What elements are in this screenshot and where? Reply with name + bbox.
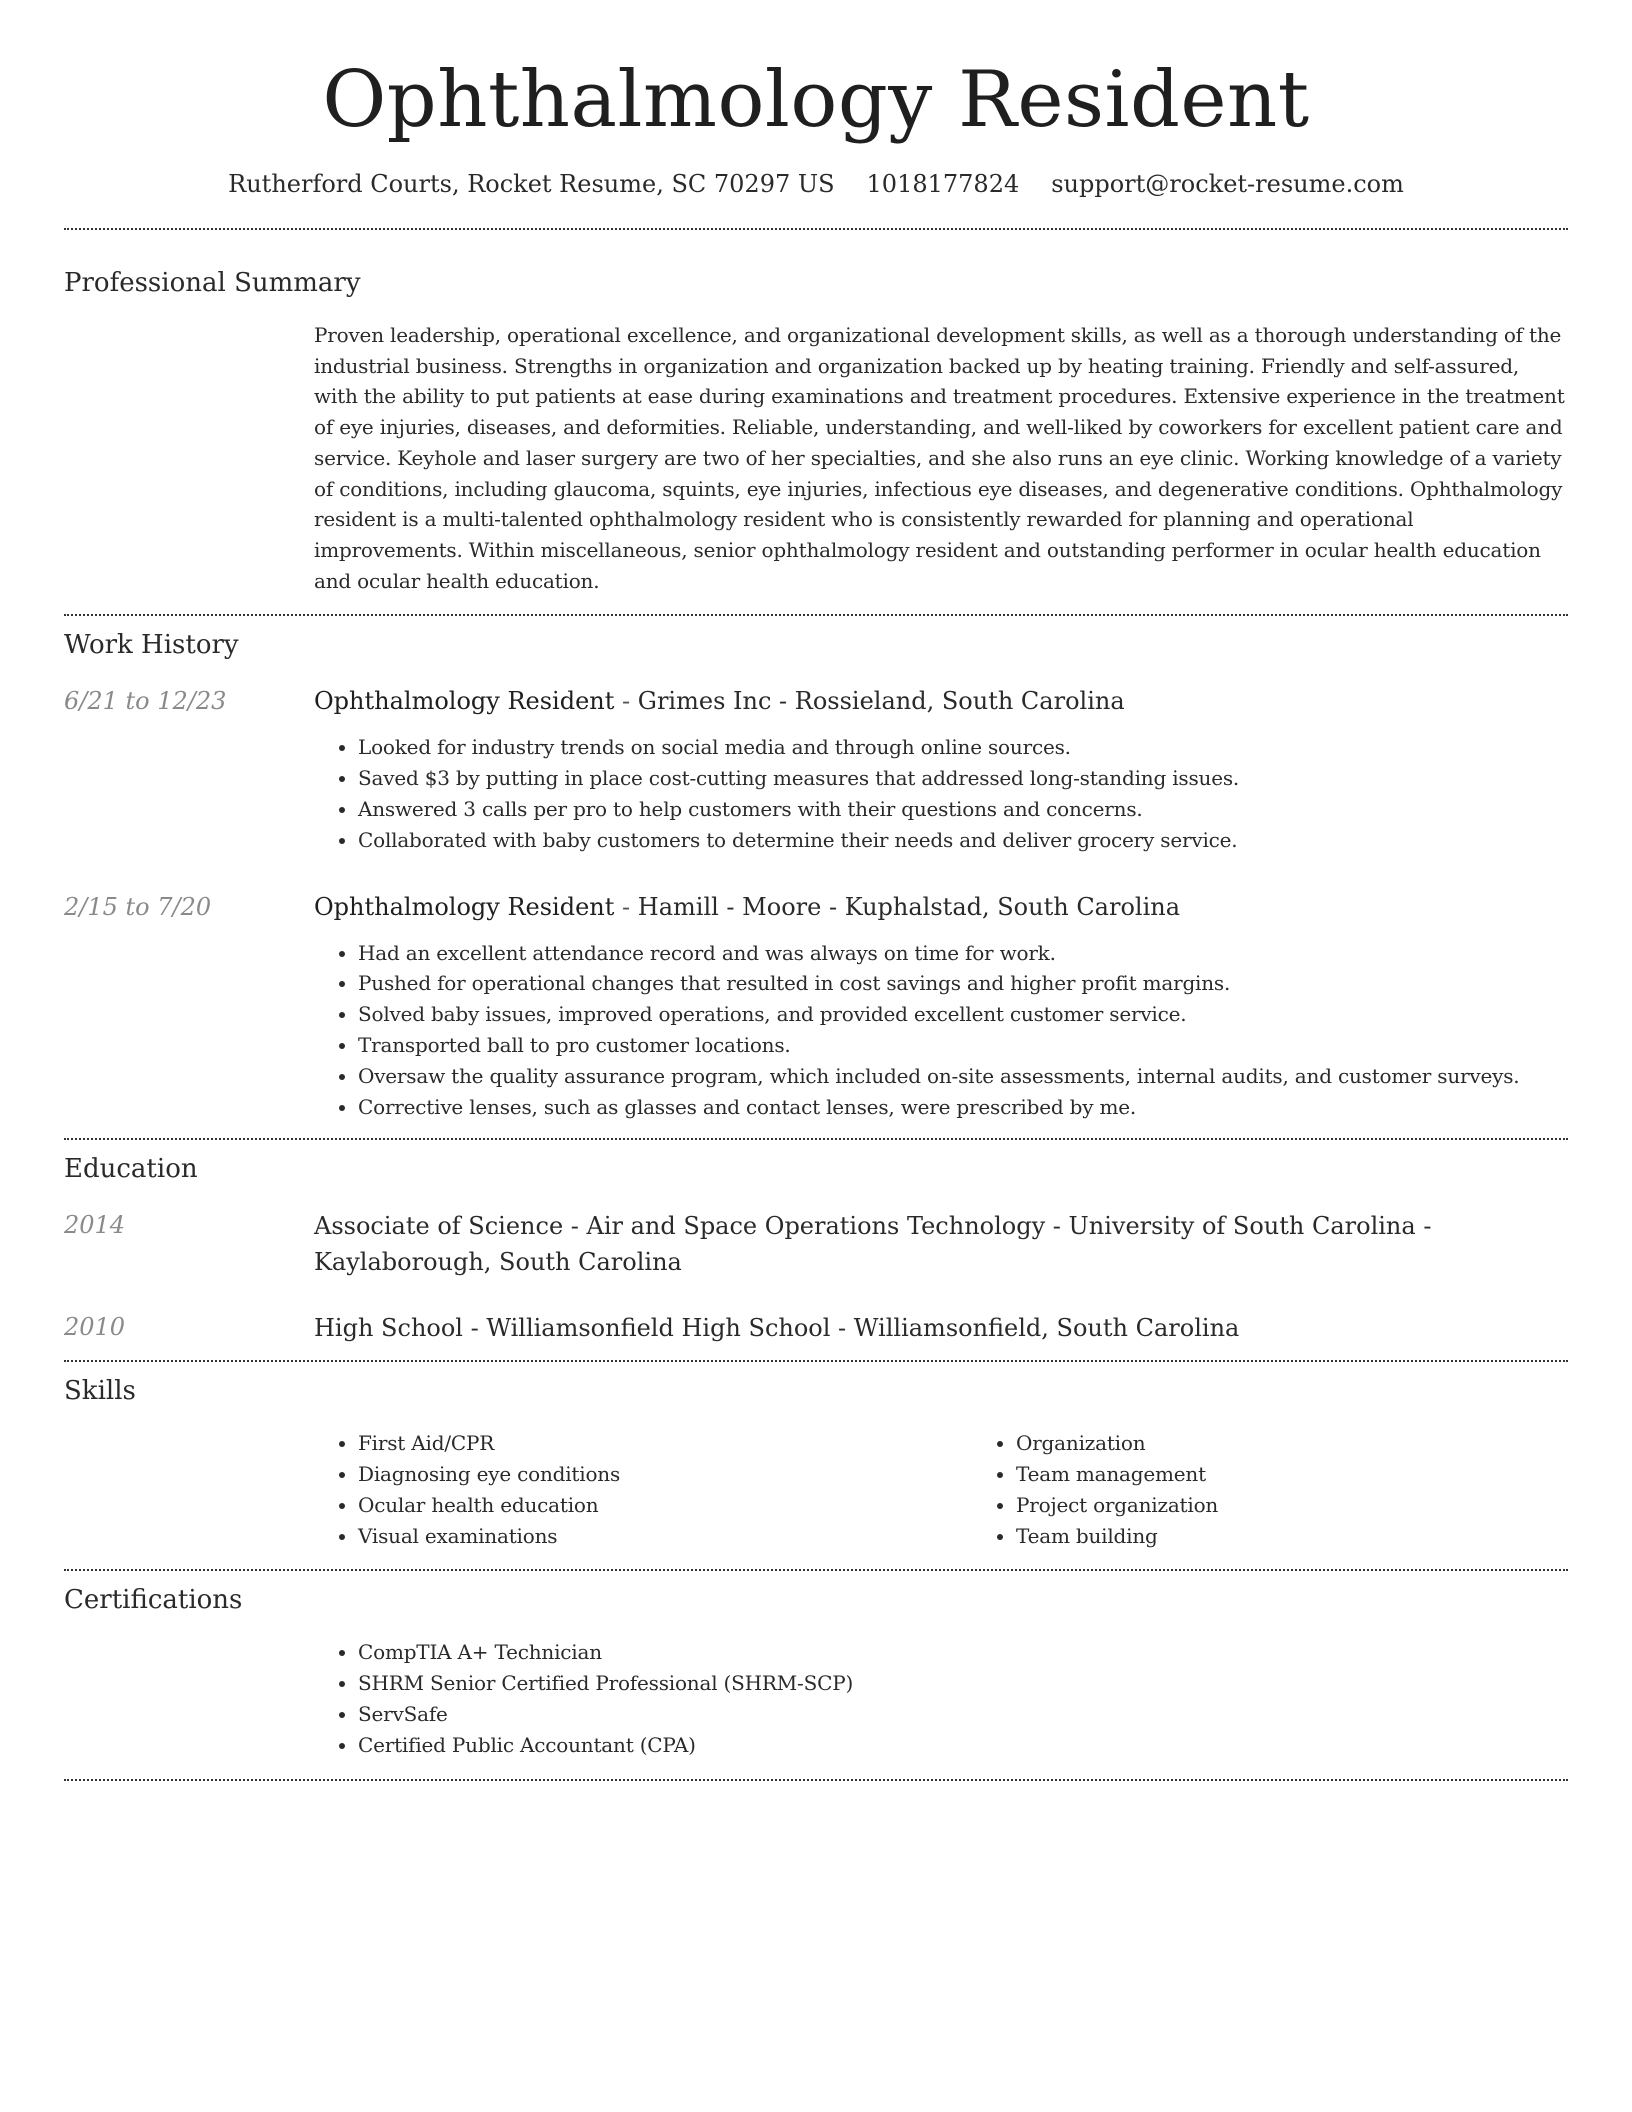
education-title xyxy=(314,1310,1568,1346)
list-item: • Had an excellent attendance record and was always on time for work. xyxy=(358,938,1568,969)
education-degree: Associate of Science - Air and Space Operations Technology xyxy=(314,1212,1046,1241)
skills-list-1 xyxy=(314,1428,972,1551)
list-item: • Oversaw the quality assurance program, which included on-site assessments, internal audits, and customer surveys. xyxy=(358,1061,1568,1092)
list-item: • Visual examinations xyxy=(358,1521,972,1552)
list-item: • Team building xyxy=(1016,1521,1630,1552)
job-entry xyxy=(64,890,1568,1123)
phone: 1018177824 xyxy=(866,170,1020,198)
job-dates: 2/15 to 7/20 xyxy=(64,892,212,921)
job-title xyxy=(314,684,1568,718)
list-item: • Corrective lenses, such as glasses and contact lenses, were prescribed by me. xyxy=(358,1092,1568,1123)
education-details: University of South Carolina - Kaylaborough, South Carolina xyxy=(314,1212,1432,1277)
education-title xyxy=(314,1208,1568,1280)
section-title-certifications: Certifications xyxy=(64,1585,243,1616)
summary-section xyxy=(64,266,1568,596)
list-item: • Organization xyxy=(1016,1428,1630,1459)
education-details: Williamsonfield High School - Williamsonfield, South Carolina xyxy=(486,1314,1240,1343)
education-entry xyxy=(64,1208,1568,1280)
job-separator: - xyxy=(614,687,638,716)
summary-text: Proven leadership, operational excellence, and organizational development skills, as well as a thorough understanding of the industrial business. Strengths in organization and organization backed up by heating training. Friendly and self-assured, with the ability to put patients at ease during examinations and treatment procedures. Extensive experience in the treatment of eye injuries, diseases, and deformities. Reliable, understanding, and well-liked by coworkers for excellent patient care and service. Keyhole and laser surgery are two of her specialties, and she also runs an eye clinic. Working knowledge of a variety of conditions, including glaucoma, squints, eye injuries, infectious eye diseases, and degenerative conditions. Ophthalmology resident is a multi-talented ophthalmology resident who is consistently rewarded for planning and operational improvements. Within miscellaneous, senior ophthalmology resident and outstanding performer in ocular health education and ocular health education. xyxy=(314,323,1565,593)
contact-line xyxy=(64,168,1568,200)
skills-section xyxy=(64,1374,1568,1551)
list-item: • Solved baby issues, improved operations, and provided excellent customer service. xyxy=(358,999,1568,1030)
resume-page xyxy=(64,0,1568,1781)
list-item: • Ocular health education xyxy=(358,1490,972,1521)
list-item: • Looked for industry trends on social media and through online sources. xyxy=(358,732,1568,763)
certifications-section xyxy=(64,1583,1568,1760)
job-details: Hamill - Moore - Kuphalstad, South Carolina xyxy=(637,892,1181,921)
job-entry xyxy=(64,684,1568,855)
education-section xyxy=(64,1152,1568,1346)
divider xyxy=(64,1779,1568,1781)
job-role: Ophthalmology Resident xyxy=(314,892,615,921)
education-degree: High School xyxy=(314,1314,463,1343)
section-title-education: Education xyxy=(64,1154,198,1185)
list-item: • Pushed for operational changes that resulted in cost savings and higher profit margins. xyxy=(358,968,1568,999)
education-separator: - xyxy=(1045,1212,1069,1241)
job-role: Ophthalmology Resident xyxy=(314,687,615,716)
list-item: • SHRM Senior Certified Professional (SHRM-SCP) xyxy=(358,1668,1568,1699)
email: support@rocket-resume.com xyxy=(1051,170,1404,198)
certifications-list xyxy=(314,1637,1568,1760)
list-item: • Certified Public Accountant (CPA) xyxy=(358,1730,1568,1761)
job-separator: - xyxy=(614,892,638,921)
job-title xyxy=(314,890,1568,924)
section-title-work: Work History xyxy=(64,630,239,661)
education-entry xyxy=(64,1310,1568,1346)
list-item: • Project organization xyxy=(1016,1490,1630,1521)
job-details: Grimes Inc - Rossieland, South Carolina xyxy=(637,687,1125,716)
list-item: • ServSafe xyxy=(358,1699,1568,1730)
skills-list-2 xyxy=(972,1428,1630,1551)
job-dates: 6/21 to 12/23 xyxy=(64,687,227,716)
candidate-name: Ophthalmology Resident xyxy=(322,55,1310,145)
list-item: • Transported ball to pro customer locations. xyxy=(358,1030,1568,1061)
list-item: • Saved $3 by putting in place cost-cutting measures that addressed long-standing issues. xyxy=(358,763,1568,794)
education-separator: - xyxy=(462,1314,487,1343)
divider xyxy=(64,614,1568,616)
job-bullets xyxy=(314,732,1568,855)
list-item: • Diagnosing eye conditions xyxy=(358,1459,972,1490)
job-bullets xyxy=(314,938,1568,1123)
divider xyxy=(64,1569,1568,1571)
education-year: 2014 xyxy=(64,1211,126,1240)
list-item: • Answered 3 calls per pro to help customers with their questions and concerns. xyxy=(358,794,1568,825)
section-title-summary: Professional Summary xyxy=(64,268,361,298)
list-item: • CompTIA A+ Technician xyxy=(358,1637,1568,1668)
divider xyxy=(64,1138,1568,1140)
skills-grid xyxy=(314,1428,1630,1551)
section-title-skills: Skills xyxy=(64,1376,136,1407)
work-section xyxy=(64,628,1568,1122)
divider xyxy=(64,228,1568,230)
list-item: • Collaborated with baby customers to determine their needs and deliver grocery service. xyxy=(358,825,1568,856)
address: Rutherford Courts, Rocket Resume, SC 70297 US xyxy=(228,170,835,198)
divider xyxy=(64,1360,1568,1362)
list-item: • Team management xyxy=(1016,1459,1630,1490)
education-year: 2010 xyxy=(64,1313,126,1342)
list-item: • First Aid/CPR xyxy=(358,1428,972,1459)
